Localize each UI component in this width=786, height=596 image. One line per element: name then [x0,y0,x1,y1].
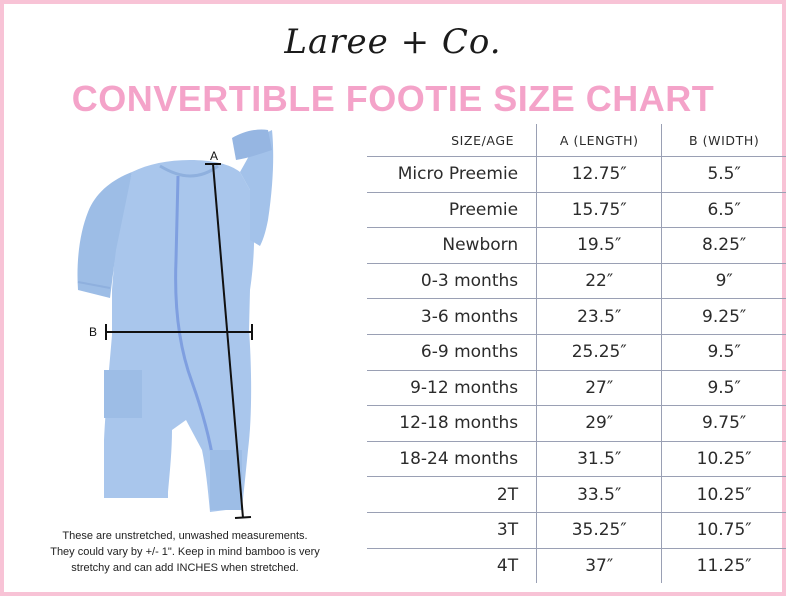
width-cell: 9.75″ [662,406,786,442]
table-row [367,334,786,370]
width-cell: 10.75″ [662,512,786,548]
table-row [367,512,786,548]
size-table [367,124,786,583]
size-cell: Preemie [367,192,537,228]
length-cell: 35.25″ [537,512,662,548]
table-row [367,441,786,477]
width-cell: 10.25″ [662,441,786,477]
label-a: A [210,149,219,163]
label-b: B [89,325,98,339]
length-cell: 15.75″ [537,192,662,228]
size-cell: Micro Preemie [367,157,537,193]
size-cell: 18-24 months [367,441,537,477]
table-row [367,192,786,228]
size-cell: 3-6 months [367,299,537,335]
size-cell: 0-3 months [367,263,537,299]
length-cell: 27″ [537,370,662,406]
size-cell: 12-18 months [367,406,537,442]
width-cell: 6.5″ [662,192,786,228]
header-length: A (LENGTH) [537,124,662,157]
length-cell: 33.5″ [537,477,662,513]
table-row [367,263,786,299]
table-row [367,370,786,406]
size-cell: 4T [367,548,537,583]
page-title: CONVERTIBLE FOOTIE SIZE CHART [71,78,715,119]
table-row [367,406,786,442]
size-cell: Newborn [367,228,537,264]
width-cell: 5.5″ [662,157,786,193]
size-cell: 2T [367,477,537,513]
note-line: They could vary by +/- 1". Keep in mind bamboo is very [50,546,320,558]
header-size-age: SIZE/AGE [367,124,537,157]
table-row [367,548,786,583]
length-cell: 23.5″ [537,299,662,335]
left-foot-cuff [104,370,142,418]
table-row [367,299,786,335]
width-cell: 8.25″ [662,228,786,264]
length-cell: 22″ [537,263,662,299]
length-cell: 31.5″ [537,441,662,477]
length-cell: 29″ [537,406,662,442]
table-row [367,228,786,264]
note-line: stretchy and can add INCHES when stretched. [71,562,299,574]
table-row [367,157,786,193]
measurement-note [20,528,350,576]
length-cell: 37″ [537,548,662,583]
table-row [367,477,786,513]
brand-logo: Laree + Co. [284,22,502,62]
width-cell: 9″ [662,263,786,299]
length-cell: 12.75″ [537,157,662,193]
width-cell: 9.5″ [662,370,786,406]
table-header-row [367,124,786,157]
footie-diagram [60,120,320,525]
note-line: These are unstretched, unwashed measurements. [62,530,308,542]
size-cell: 9-12 months [367,370,537,406]
header-width: B (WIDTH) [662,124,786,157]
length-cell: 19.5″ [537,228,662,264]
size-cell: 6-9 months [367,334,537,370]
size-cell: 3T [367,512,537,548]
width-cell: 10.25″ [662,477,786,513]
length-cell: 25.25″ [537,334,662,370]
width-cell: 11.25″ [696,555,752,576]
width-cell: 9.5″ [662,334,786,370]
width-cell: 9.25″ [662,299,786,335]
